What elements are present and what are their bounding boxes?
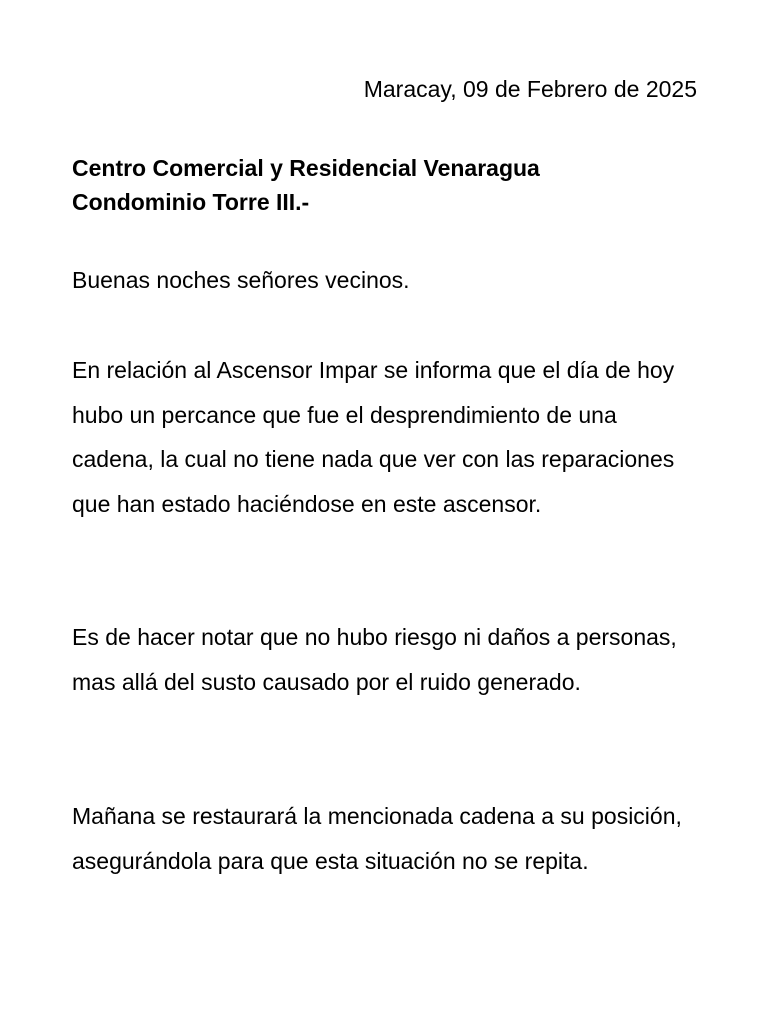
greeting: Buenas noches señores vecinos. [72, 267, 410, 293]
recipient-line-2: Condominio Torre III.- [72, 189, 310, 215]
recipient-line-1: Centro Comercial y Residencial Venaragua [72, 155, 540, 181]
paragraph-no-risk: Es de hacer notar que no hubo riesgo ni daños a personas, mas allá del susto causado por el ruido generado. [72, 624, 677, 695]
recipient-block [72, 151, 696, 219]
paragraph-restoration: Mañana se restaurará la mencionada cadena a su posición, asegurándola para que esta situación no se repita. [72, 803, 682, 874]
date-line: Maracay, 09 de Febrero de 2025 [363, 76, 697, 102]
paragraph-elevator-incident: En relación al Ascensor Impar se informa que el día de hoy hubo un percance que fue el desprendimiento de una cadena, la cual no tiene nada que ver con las reparaciones que han estado haciéndose en este ascensor. [72, 357, 675, 517]
